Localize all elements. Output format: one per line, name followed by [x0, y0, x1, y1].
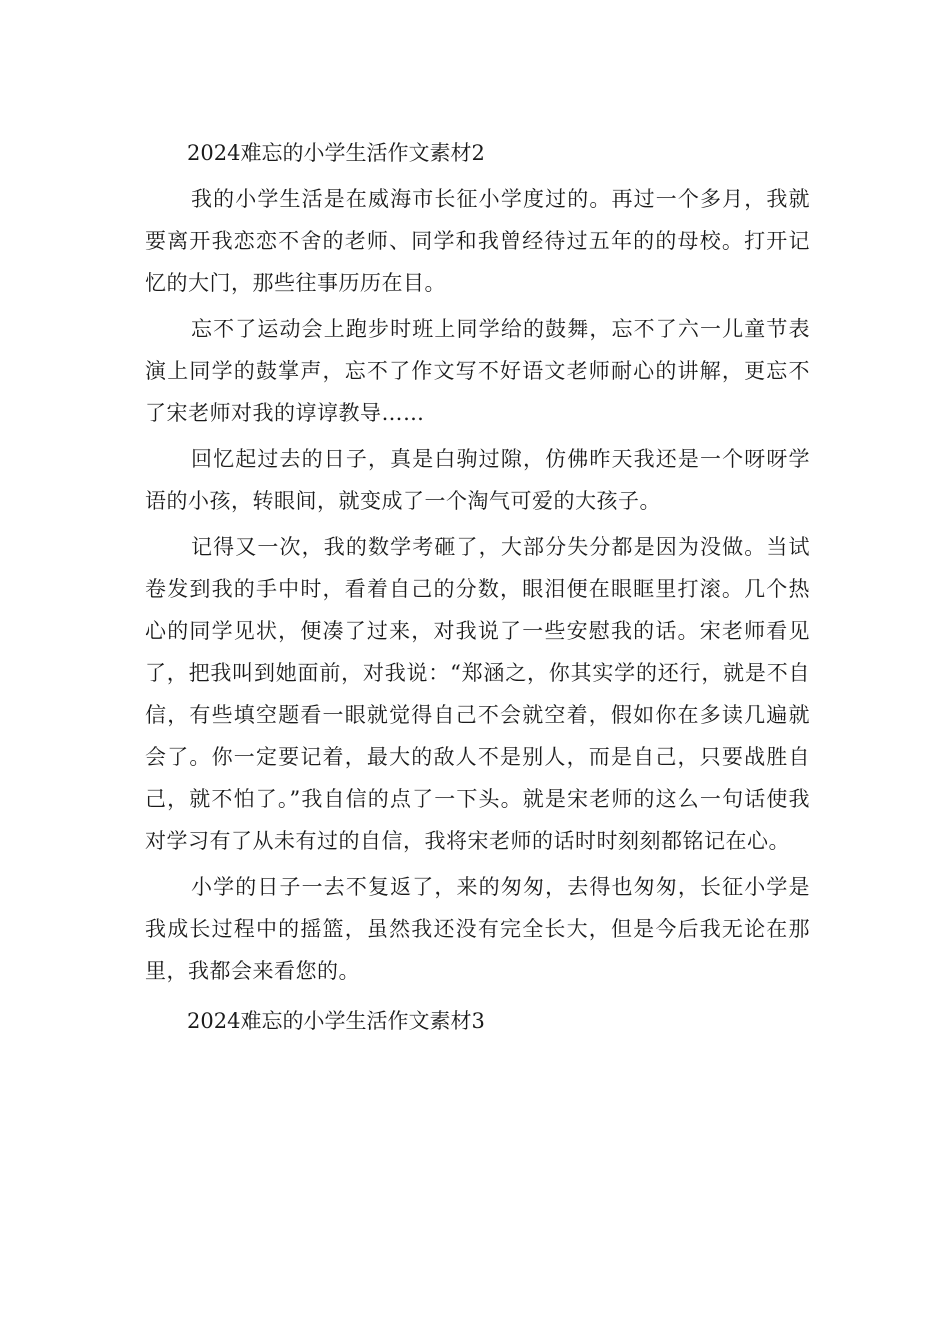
section-heading-3: 2024难忘的小学生活作文素材3	[187, 1009, 485, 1033]
paragraph-5: 小学的日子一去不复返了，来的匆匆，去得也匆匆，长征小学是我成长过程中的摇篮，虽然我还没有完全长大，但是今后我无论在那里，我都会来看您的。	[145, 875, 810, 983]
paragraph-3: 回忆起过去的日子，真是白驹过隙，仿佛昨天我还是一个呀呀学语的小孩，转眼间，就变成了一个淘气可爱的大孩子。	[145, 447, 810, 513]
paragraph-1: 我的小学生活是在威海市长征小学度过的。再过一个多月，我就要离开我恋恋不舍的老师、同学和我曾经待过五年的的母校。打开记忆的大门，那些往事历历在目。	[145, 187, 810, 295]
document-body	[145, 132, 810, 1042]
paragraph-2: 忘不了运动会上跑步时班上同学给的鼓舞，忘不了六一儿童节表演上同学的鼓掌声，忘不了作文写不好语文老师耐心的讲解，更忘不了宋老师对我的谆谆教导……	[145, 317, 810, 425]
section-heading-2: 2024难忘的小学生活作文素材2	[187, 141, 485, 165]
paragraph-4: 记得又一次，我的数学考砸了，大部分失分都是因为没做。当试卷发到我的手中时，看着自己的分数，眼泪便在眼眶里打滚。几个热心的同学见状，便凑了过来，对我说了一些安慰我的话。宋老师看见了，把我叫到她面前，对我说：“郑涵之，你其实学的还行，就是不自信，有些填空题看一眼就觉得自己不会就空着，假如你在多读几遍就会了。你一定要记着，最大的敌人不是别人，而是自己，只要战胜自己，就不怕了。”我自信的点了一下头。就是宋老师的这么一句话使我对学习有了从未有过的自信，我将宋老师的话时时刻刻都铭记在心。	[145, 535, 810, 853]
